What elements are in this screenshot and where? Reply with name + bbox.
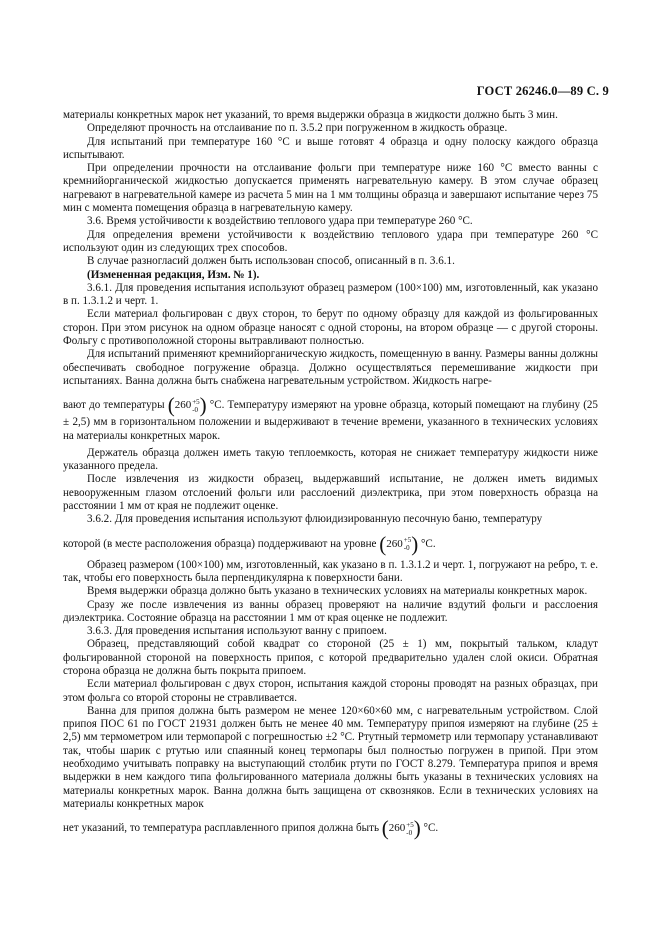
tolerance-lower: -0	[406, 828, 413, 837]
text-run: °С.	[423, 822, 439, 835]
paragraph: Время выдержки образца должно быть указано в технических условиях на материалы конкретных марок.	[87, 585, 588, 598]
paragraph: При определении прочности на отслаивание фольги при температуре ниже 160 °С вместо ванны с кремнийорганической жидкостью допускается применять нагревательную камеру. В этом случае образец нагревают в нагревательной камере из расчета 5 мин на 1 мм толщины образца и завершают испытание через 75 мин с момента помещения образца в нагревательную камеру.	[63, 162, 598, 215]
paragraph: Определяют прочность на отслаивание по п. 3.5.2 при погруженном в жидкость образце.	[87, 122, 508, 135]
tolerance-base: 260	[388, 822, 406, 835]
paragraph: 3.6.2. Для проведения испытания используют флюидизированную песочную баню, температуру	[87, 513, 543, 526]
text-run: нет указаний, то температура расплавленного припоя должна быть	[63, 822, 380, 835]
paragraph: Сразу же после извлечения из ванны образец проверяют на наличие вздутий фольги и расслоения диэлектрика. Состояние образца на расстоянии 1 мм от края оценке не подлежит.	[63, 598, 598, 624]
paragraph: В случае разногласий должен быть использован способ, описанный в п. 3.6.1.	[87, 255, 455, 268]
page-header: ГОСТ 26246.0—89 С. 9	[476, 84, 609, 98]
tolerance-upper: +5	[406, 820, 414, 829]
paragraph: После извлечения из жидкости образец, выдержавший испытание, не должен иметь видимых невооруженным глазом отслоений фольги или расслоений диэлектрика, при этом поверхность образца на расстоянии 1 мм от края не подлежит оценке.	[63, 473, 598, 513]
tolerance-upper: +5	[192, 397, 200, 406]
tolerance-lower: -0	[192, 405, 199, 414]
text-run: °С.	[420, 537, 436, 550]
paragraph: 3.6. Время устойчивости к воздействию теплового удара при температуре 260 °С.	[87, 215, 473, 228]
paragraph: Если материал фольгирован с двух сторон, то берут по одному образцу для каждой из фольгированных сторон. При этом рисунок на одном образце наносят с одной стороны, на втором образце — с другой стороны. Фольгу с противоположной стороны вытравливают полностью.	[63, 308, 598, 348]
paragraph: 3.6.3. Для проведения испытания используют ванну с припоем.	[87, 625, 387, 638]
paragraph: Держатель образца должен иметь такую теплоемкость, которая не снижает температуру жидкости ниже указанного предела.	[63, 446, 598, 473]
paragraph: Ванна для припоя должна быть размером не менее 120×60×60 мм, с нагревательным устройством. Слой припоя ПОС 61 по ГОСТ 21931 должен быть не менее 40 мм. Температуру припоя измеряют на глубине (25 ± 2,5) мм термометром или термопарой с погрешностью ±2 °С. Ртутный термометр или термопару устанавливают так, чтобы шарик с ртутью или спаянный конец термопары был полностью погружен в припой. При этом необходимо учитывать поправку на выступающий столбик ртути по ГОСТ 8.279. Температура припоя и время выдержки в нем каждого типа фольгированного материала должны быть указаны в технических условиях на материалы конкретных марок. Ванна должна быть защищена от сквозняков. Если в технических условиях на материалы конкретных марок	[63, 704, 598, 810]
temperature-tolerance: ( 260 +5 -0 )	[167, 393, 207, 418]
paragraph: материалы конкретных марок нет указаний, то время выдержки образца в жидкости должно быть 3 мин.	[63, 109, 558, 121]
tolerance-lower: -0	[403, 544, 410, 553]
paragraph: Для испытаний при температуре 160 °С и выше готовят 4 образца и одну полоску каждого образца испытывают.	[63, 135, 598, 161]
paragraph: Если материал фольгирован с двух сторон, испытания каждой стороны проводят на разных образцах, при этом фольга со второй стороны не стравливается.	[63, 678, 598, 704]
body-text	[63, 109, 598, 843]
tolerance-base: 260	[386, 537, 403, 550]
text-run: которой (в месте расположения образца) поддерживают на уровне	[63, 537, 377, 550]
tolerance-base: 260	[174, 399, 192, 412]
paragraph: 3.6.1. Для проведения испытания используют образец размером (100×100) мм, изготовленный, как указано в п. 1.3.1.2 и черт. 1.	[63, 281, 598, 308]
text-run: вают до температуры	[63, 399, 165, 412]
paragraph: Для испытаний применяют кремнийорганическую жидкость, помещенную в ванну. Размеры ванны должны обеспечивать свободное погружение образца. Должно осуществляться перемешивание жидкости при испытаниях. Ванна должна быть снабжена нагревательным устройством. Жидкость нагре-	[63, 348, 598, 387]
paragraph: Образец, представляющий собой квадрат со стороной (25 ± 1) мм, покрытый тальком, кладут фольгированной стороной на поверхность припоя, с которой предварительно удален слой окиси. Обратная сторона образца не должна быть покрыта припоем.	[63, 638, 598, 677]
paragraph: Для определения времени устойчивости к воздействию теплового удара при температуре 260 °С используют один из следующих трех способов.	[63, 228, 598, 254]
tolerance-upper: +5	[403, 536, 412, 545]
temperature-tolerance: ( 260 +5 -0 )	[379, 531, 419, 556]
paragraph	[63, 531, 598, 556]
temperature-tolerance: ( 260 +5 -0 )	[381, 816, 421, 841]
paragraph	[63, 395, 598, 443]
amendment-note: (Измененная редакция, Изм. № 1).	[87, 268, 260, 281]
paragraph: Образец размером (100×100) мм, изготовленный, как указано в п. 1.3.1.2 и черт. 1, погружают на ребро, т. е. так, чтобы его поверхность была перпендикулярна к поверхности бани.	[63, 558, 598, 584]
text-run: °С. Температуру измеряют на уровне образца, который помещают на глубину (25 ± 2,5) мм в горизонтальном положении и выдерживают в течение времени, указанного в технических условиях на материалы конкретных марок.	[63, 399, 598, 442]
paragraph	[63, 818, 598, 839]
